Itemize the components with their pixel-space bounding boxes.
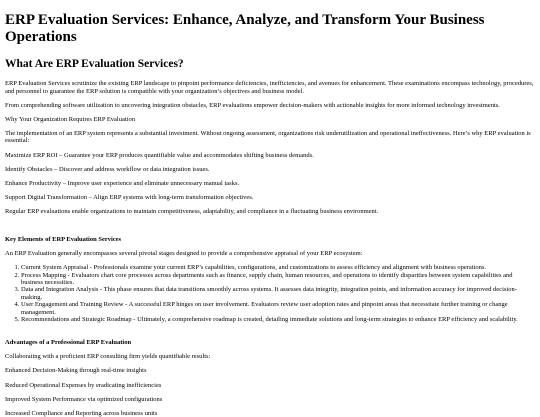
- paragraph: Why Your Organization Requires ERP Evaluation: [5, 115, 135, 123]
- paragraph: Enhanced Decision-Making through real-time insights: [5, 367, 147, 375]
- paragraph: Improved System Performance via optimized configurations: [5, 395, 163, 403]
- paragraph: Increased Compliance and Reporting across business units: [5, 409, 158, 417]
- paragraph: An ERP Evaluation generally encompasses several pivotal stages designed to provide a comprehensive appraisal of your ERP ecosystem:: [5, 250, 363, 258]
- paragraph: Maximize ERP ROI – Guarantee your ERP produces quantifiable value and accommodates shifting business demands.: [5, 151, 314, 159]
- spacer: [5, 329, 535, 339]
- paragraph: Identify Obstacles – Discover and address workflow or data integration issues.: [5, 165, 210, 173]
- paragraph: The implementation of an ERP system represents a substantial investment. Without ongoing assessment, organizations risk underutilization and operational ineffectiveness. Here’s why ERP evaluation is essential:: [5, 129, 531, 145]
- section-heading-what-are: What Are ERP Evaluation Services?: [5, 58, 184, 70]
- section-heading-advantages: Advantages of a Professional ERP Evaluation: [5, 339, 132, 347]
- paragraph: Reduced Operational Expenses by eradicating inefficiencies: [5, 381, 162, 389]
- paragraph: Support Digital Transformation – Align ERP systems with long-term transformation objectives.: [5, 193, 254, 201]
- paragraph: Regular ERP evaluations enable organizations to maintain competitiveness, adaptability, and compliance in a fluctuating business environment.: [5, 207, 379, 215]
- list-item: 3. Data and Integration Analysis - This phase ensures that data transitions smoothly across systems. It assesses data integrity, integration points, and information accuracy for improved decision-making.: [21, 286, 535, 301]
- list-item: 5. Recommendations and Strategic Roadmap - Ultimately, a comprehensive roadmap is created, detailing immediate solutions and long-term strategies to enhance ERP efficiency and scalability.: [21, 316, 535, 323]
- list-item: 1. Current System Appraisal - Professionals examine your current ERP’s capabilities, configurations, and customizations to assess efficiency and alignment with business operations.: [21, 264, 535, 271]
- key-elements-list: [5, 264, 535, 323]
- paragraph: ERP Evaluation Services scrutinize the existing ERP landscape to pinpoint performance deficiencies, inefficiencies, and avenues for enhancement. These examinations encompass technology, procedures, and personnel to guarantee the ERP solution is compatible with your organization’s objectives and business model.: [5, 80, 534, 95]
- section-heading-key-elements: Key Elements of ERP Evaluation Services: [5, 236, 122, 244]
- list-item: 4. User Engagement and Training Review - A successful ERP hinges on user involvement. Evaluators review user adoption rates and pinpoint areas that necessitate further training or change management.: [21, 301, 535, 316]
- list-item: 2. Process Mapping - Evaluators chart core processes across departments such as finance, supply chain, human resources, and operations to identify disparities between system capabilities and business necessities.: [21, 272, 535, 287]
- page-title: ERP Evaluation Services: Enhance, Analyze, and Transform Your Business Operations: [5, 12, 485, 45]
- paragraph: From comprehending software utilization to uncovering integration obstacles, ERP evaluations empower decision-makers with actionable insights for more informed technology investments.: [5, 101, 500, 109]
- paragraph: Collaborating with a proficient ERP consulting firm yields quantifiable results:: [5, 353, 211, 361]
- spacer: [5, 222, 535, 236]
- paragraph: Enhance Productivity – Improve user experience and eliminate unnecessary manual tasks.: [5, 179, 240, 187]
